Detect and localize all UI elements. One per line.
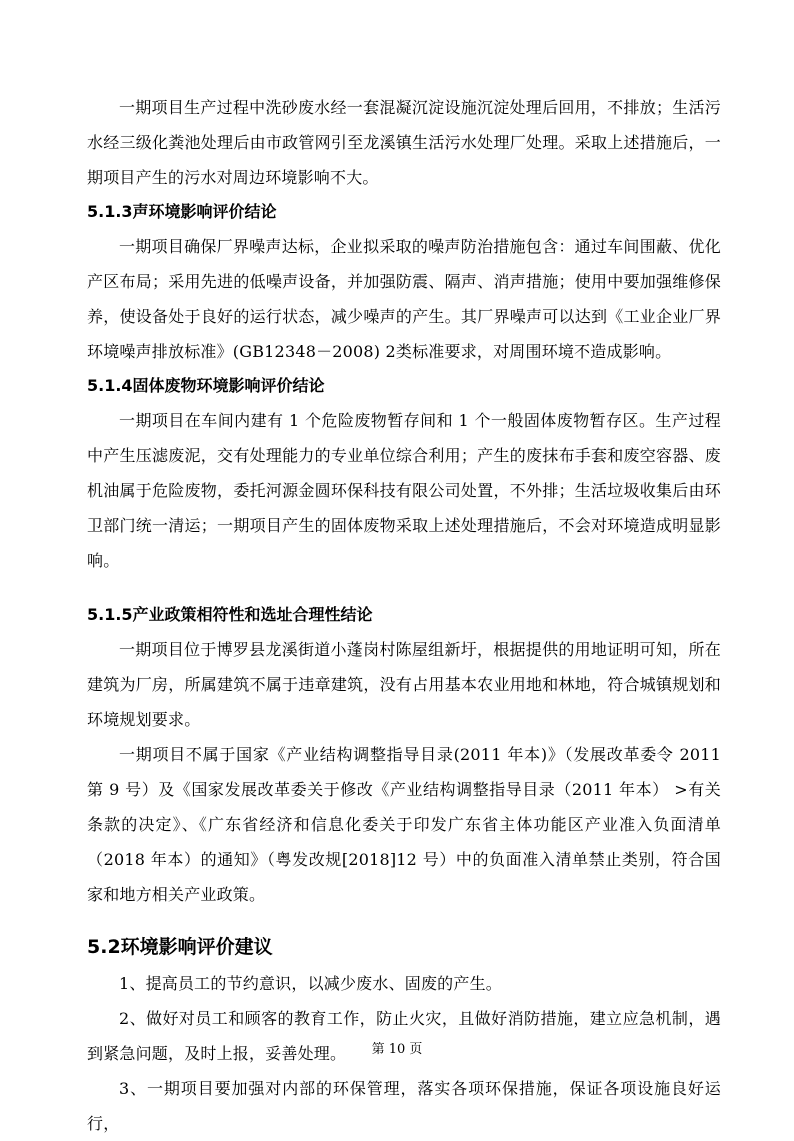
suggestion-3: 3、一期项目要加强对内部的环保管理，落实各项环保措施，保证各项设施良好运行， xyxy=(87,1079,721,1133)
heading-5-1-4: 5.1.4固体废物环境影响评价结论 xyxy=(87,376,325,395)
paragraph-wastewater: 一期项目生产过程中洗砂废水经一套混凝沉淀设施沉淀处理后回用，不排放；生活污水经三级化粪池处理后由市政管网引至龙溪镇生活污水处理厂处理。采取上述措施后，一期项目产生的污水对周边环境影响不大。 xyxy=(87,98,721,187)
document-body xyxy=(87,90,721,1141)
heading-5-1-5: 5.1.5产业政策相符性和选址合理性结论 xyxy=(87,605,373,624)
paragraph-industry-policy: 一期项目不属于国家《产业结构调整指导目录(2011 年本)》（发展改革委令 2011 第 9 号）及《国家发展改革委关于修改《产业结构调整指导目录（2011 年本） >有关条款的决定》、《广东省经济和信息化委关于印发广东省主体功能区产业准入负面清单（2018 年本）的通知》（粤发改规[2018]12 号）中的负面准入清单禁止类别，符合国家和地方相关产业政策。 xyxy=(87,745,721,904)
heading-5-1-3: 5.1.3声环境影响评价结论 xyxy=(87,202,277,221)
spacer xyxy=(87,912,721,928)
suggestion-2: 2、做好对员工和顾客的教育工作，防止火灾，且做好消防措施，建立应急机制，遇到紧急问题，及时上报，妥善处理。 xyxy=(87,1009,721,1063)
spacer xyxy=(87,578,721,598)
paragraph-noise: 一期项目确保厂界噪声达标，企业拟采取的噪声防治措施包含：通过车间围蔽、优化产区布局；采用先进的低噪声设备，并加强防震、隔声、消声措施；使用中要加强维修保养，使设备处于良好的运行状态，减少噪声的产生。其厂界噪声可以达到《工业企业厂界环境噪声排放标准》(GB12348－2008) 2类标准要求，对周围环境不造成影响。 xyxy=(87,237,721,361)
paragraph-site-location: 一期项目位于博罗县龙溪街道小蓬岗村陈屋组新圩，根据提供的用地证明可知，所在建筑为厂房，所属建筑不属于违章建筑，没有占用基本农业用地和林地，符合城镇规划和环境规划要求。 xyxy=(87,640,721,729)
heading-5-2: 5.2环境影响评价建议 xyxy=(87,936,273,958)
paragraph-solid-waste: 一期项目在车间内建有 1 个危险废物暂存间和 1 个一般固体废物暂存区。生产过程中产生压滤废泥，交有处理能力的专业单位综合利用；产生的废抹布手套和废空容器、废机油属于危险废物，委托河源金圆环保科技有限公司处置，不外排；生活垃圾收集后由环卫部门统一清运；一期项目产生的固体废物采取上述处理措施后，不会对环境造成明显影响。 xyxy=(87,411,721,570)
suggestion-1: 1、提高员工的节约意识，以减少废水、固废的产生。 xyxy=(119,974,502,993)
page-number: 第 10 页 xyxy=(371,1042,423,1057)
